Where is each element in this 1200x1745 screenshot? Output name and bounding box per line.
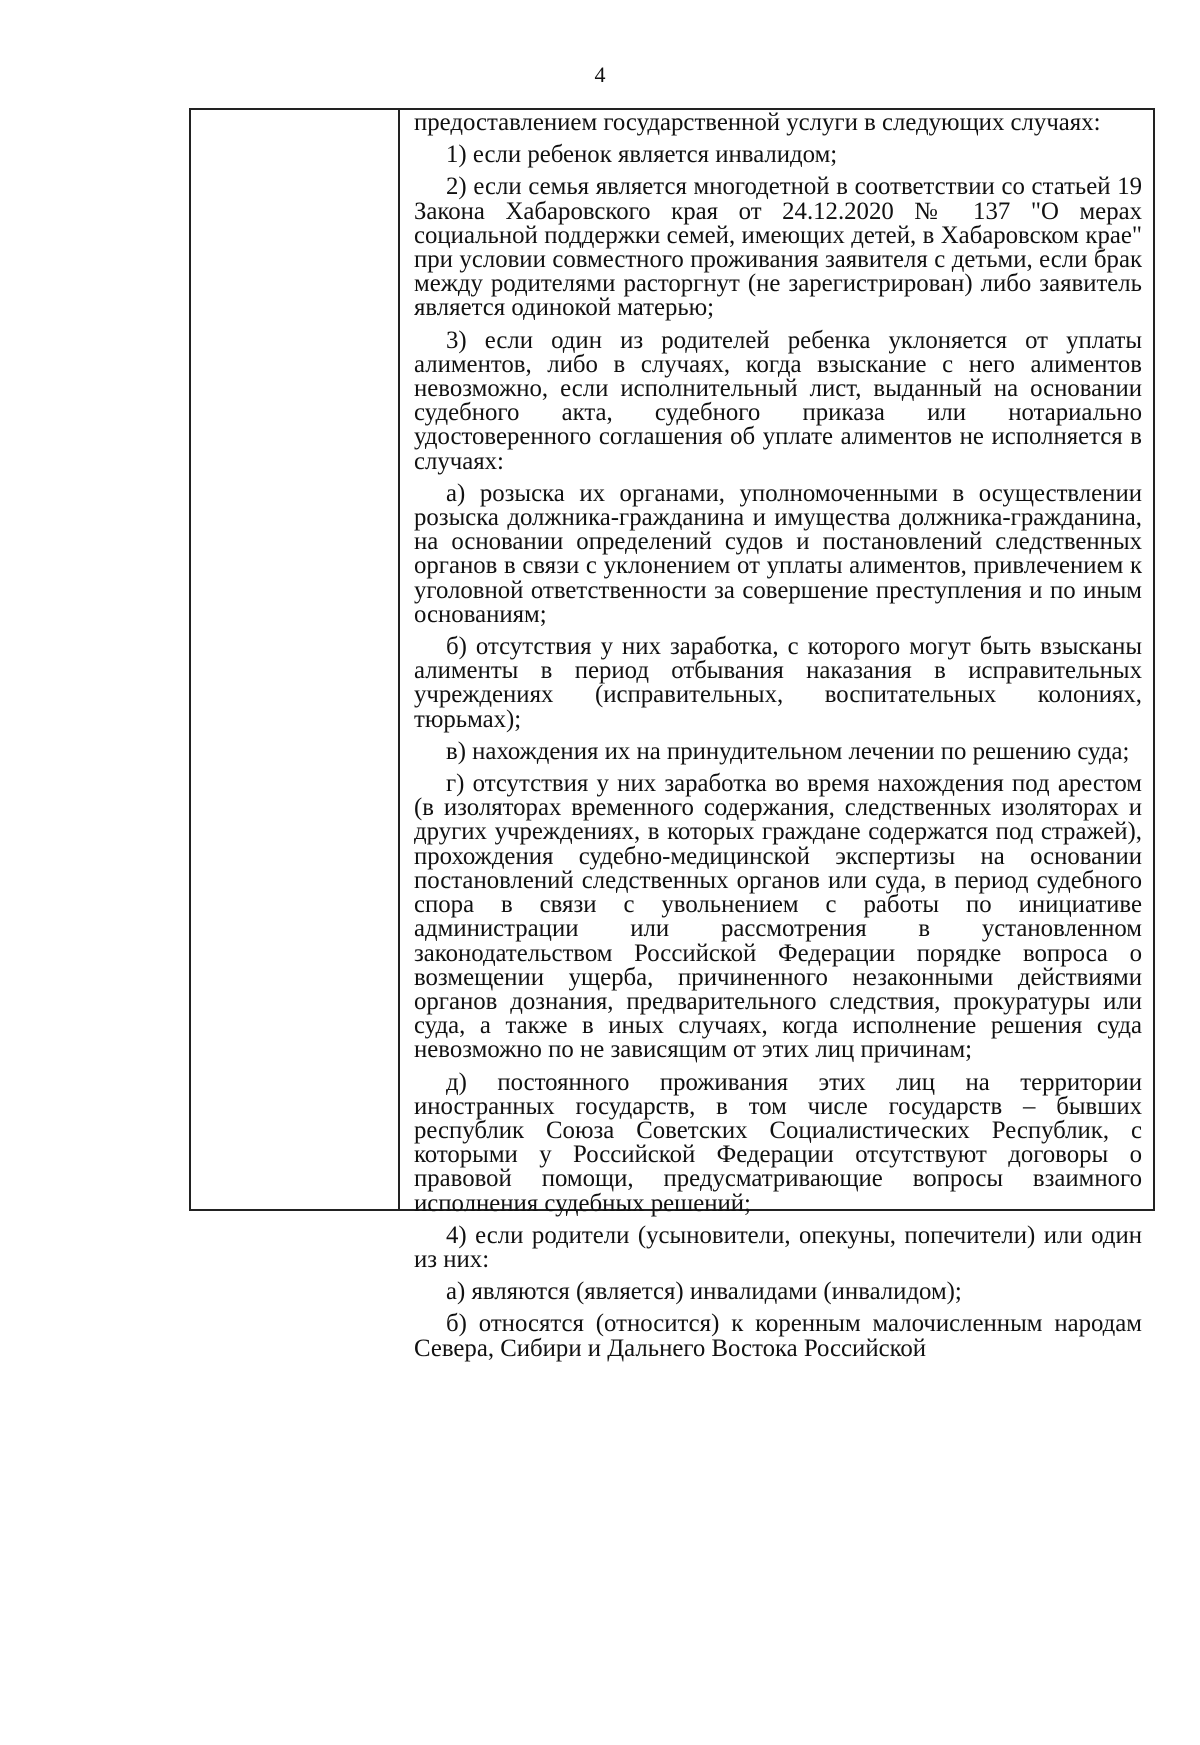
paragraph-item-3g: г) отсутствия у них заработка во время нахождения под арестом (в изоляторах временного содержания, следственных изоляторах и других учреждениях, в которых граждане содержатся под стражей), прохождения судебно-медицинской экспертизы на основании постановлений следственных органов или суда, в период судебного спора в связи с увольнением с работы по инициативе администрации или рассмотрения в установленном законодательством Российской Федерации порядке вопроса о возмещении ущерба, причиненного незаконными действиями органов дознания, предварительного следствия, прокуратуры или суда, а также в иных случаях, когда исполнение решения суда невозможно по не зависящим от этих лиц причинам;	[414, 770, 1142, 1064]
paragraph-item-3a: а) розыска их органами, уполномоченными в осуществлении розыска должника-гражданина и имущества должника-гражданина, на основании определений судов и постановлений следственных органов в связи с уклонением от уплаты алиментов, привлечением к уголовной ответственности за совершение преступления и по иным основаниям;	[414, 479, 1142, 628]
paragraph-intro: предоставлением государственной услуги в следующих случаях:	[414, 109, 1101, 136]
paragraph-item-3b: б) отсутствия у них заработка, с которого могут быть взысканы алименты в период отбывания наказания в исправительных учреждениях (исправительных, воспитательных колониях, тюрьмах);	[414, 633, 1142, 733]
page-number: 4	[594, 62, 606, 87]
paragraph-item-2: 2) если семья является многодетной в соответствии со статьей 19 Закона Хабаровского края от 24.12.2020 № 137 "О мерах социальной поддержки семей, имеющих детей, в Хабаровском крае" при условии совместного проживания заявителя с детьми, если брак между родителями расторгнут (не зарегистрирован) либо заявитель является одинокой матерью;	[414, 173, 1142, 322]
table-left-column	[191, 110, 400, 1209]
paragraph-item-4a: а) являются (является) инвалидами (инвалидом);	[446, 1278, 962, 1306]
paragraph-item-4: 4) если родители (усыновители, опекуны, попечители) или один из них:	[414, 1221, 1142, 1273]
paragraph-item-3d: д) постоянного проживания этих лиц на территории иностранных государств, в том числе государств – бывших республик Союза Советских Социалистических Республик, с которыми у Российской Федерации отсутствуют договоры о правовой помощи, предусматривающие вопросы взаимного исполнения судебных решений;	[414, 1068, 1142, 1217]
paragraph-item-1: 1) если ребенок является инвалидом;	[446, 141, 838, 169]
paragraph-item-3v: в) нахождения их на принудительном лечении по решению суда;	[446, 737, 1130, 765]
document-table	[189, 108, 1155, 1362]
table-right-column	[400, 109, 1153, 1362]
paragraph-item-4b: б) относятся (относится) к коренным малочисленным народам Севера, Сибири и Дальнего Востока Российской	[414, 1310, 1142, 1362]
paragraph-item-3: 3) если один из родителей ребенка уклоняется от уплаты алиментов, либо в случаях, когда взыскание с него алиментов невозможно, если исполнительный лист, выданный на основании судебного акта, судебного приказа или нотариально удостоверенного соглашения об уплате алиментов не исполняется в случаях:	[414, 326, 1142, 475]
